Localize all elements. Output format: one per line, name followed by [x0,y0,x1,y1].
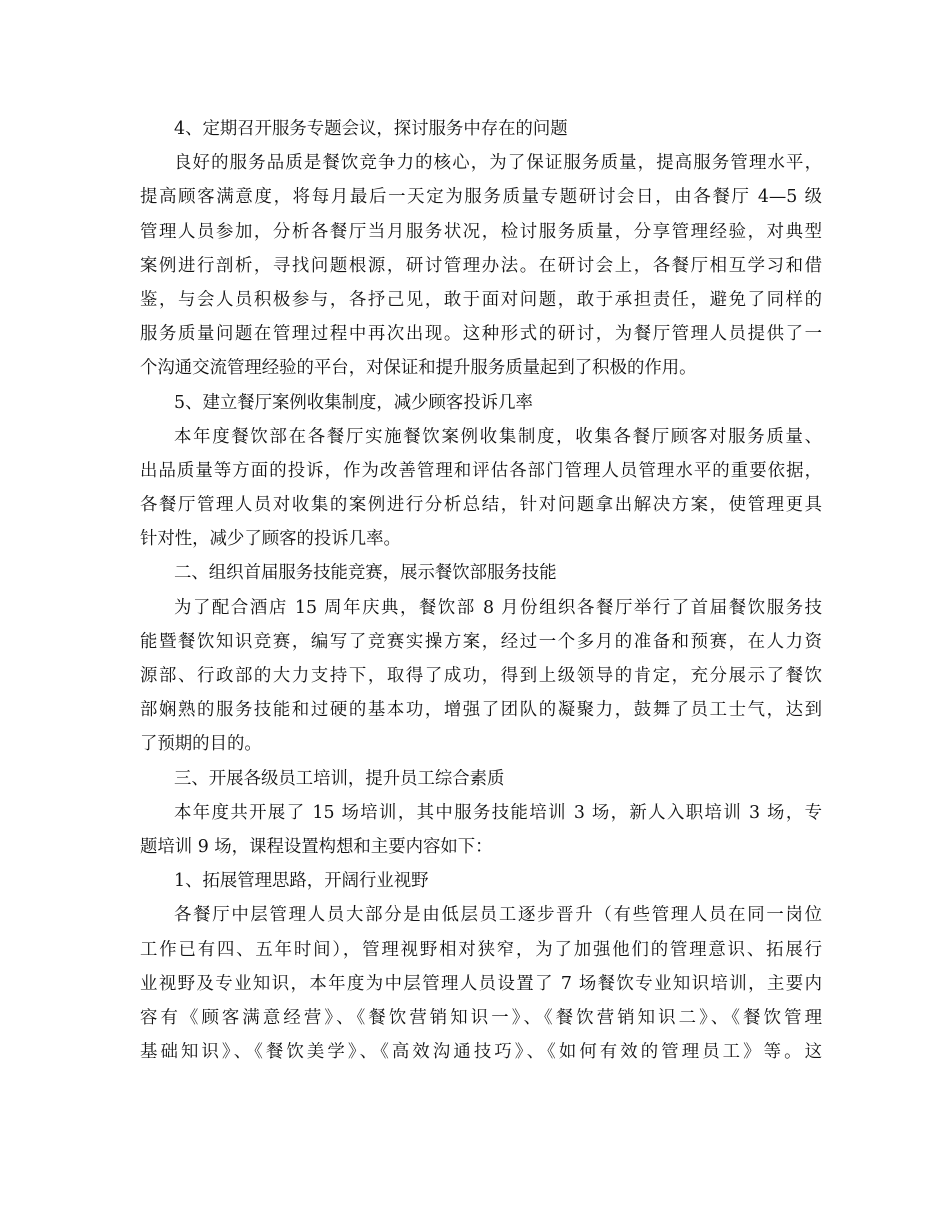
text-line: 能暨餐饮知识竞赛，编写了竞赛实操方案，经过一个多月的准备和预赛，在人力资 [140,631,822,652]
text-line: 题培训 9 场，课程设置构想和主要内容如下： [140,836,493,857]
text-line: 出品质量等方面的投诉，作为改善管理和评估各部门管理人员管理水平的重要依据， [140,460,822,481]
text-line: 本年度餐饮部在各餐厅实施餐饮案例收集制度，收集各餐厅顾客对服务质量、 [174,426,822,447]
text-line: 部娴熟的服务技能和过硬的基本功，增强了团队的凝聚力，鼓舞了员工士气，达到 [140,700,822,721]
text-line: 容有《顾客满意经营》、《餐饮营销知识一》、《餐饮营销知识二》、《餐饮管理 [140,1007,822,1028]
text-line: 服务质量问题在管理过程中再次出现。这种形式的研讨，为餐厅管理人员提供了一 [140,324,822,345]
text-line: 二、组织首届服务技能竞赛，展示餐饮部服务技能 [174,563,557,584]
text-line: 源部、行政部的大力支持下，取得了成功，得到上级领导的肯定，充分展示了餐饮 [140,666,822,686]
text-line: 工作已有四、五年时间），管理视野相对狭窄，为了加强他们的管理意识、拓展行 [140,939,822,960]
text-line: 5、建立餐厅案例收集制度，减少顾客投诉几率 [174,392,533,413]
text-line: 良好的服务品质是餐饮竞争力的核心，为了保证服务质量，提高服务管理水平， [174,153,822,174]
text-line: 提高顾客满意度，将每月最后一天定为服务质量专题研讨会日，由各餐厅 4—5 级 [140,187,822,208]
text-line: 为了配合酒店 15 周年庆典，餐饮部 8 月份组织各餐厅举行了首届餐饮服务技 [174,597,822,618]
text-line: 针对性，减少了顾客的投诉几率。 [140,529,401,550]
text-line: 各餐厅中层管理人员大部分是由低层员工逐步晋升（有些管理人员在同一岗位 [174,905,822,926]
text-line: 三、开展各级员工培训，提升员工综合素质 [174,768,505,789]
text-line: 鉴，与会人员积极参与，各抒己见，敢于面对问题，敢于承担责任，避免了同样的 [140,289,822,310]
text-line: 了预期的目的。 [140,734,262,755]
text-line: 本年度共开展了 15 场培训，其中服务技能培训 3 场，新人入职培训 3 场，专 [174,802,822,823]
text-line: 各餐厅管理人员对收集的案例进行分析总结，针对问题拿出解决方案，使管理更具 [140,495,822,516]
document-page [140,112,822,1069]
text-line: 案例进行剖析，寻找问题根源，研讨管理办法。在研讨会上，各餐厅相互学习和借 [140,255,822,276]
text-line: 业视野及专业知识，本年度为中层管理人员设置了 7 场餐饮专业知识培训，主要内 [140,973,822,994]
text-line: 基础知识》、《餐饮美学》、《高效沟通技巧》、《如何有效的管理员工》等。这 [140,1042,822,1063]
text-line: 4、定期召开服务专题会议，探讨服务中存在的问题 [174,119,568,139]
text-line: 1、拓展管理思路，开阔行业视野 [174,871,429,892]
text-line: 个沟通交流管理经验的平台，对保证和提升服务质量起到了积极的作用。 [140,358,697,379]
text-line: 管理人员参加，分析各餐厅当月服务状况，检讨服务质量，分享管理经验，对典型 [140,221,822,242]
